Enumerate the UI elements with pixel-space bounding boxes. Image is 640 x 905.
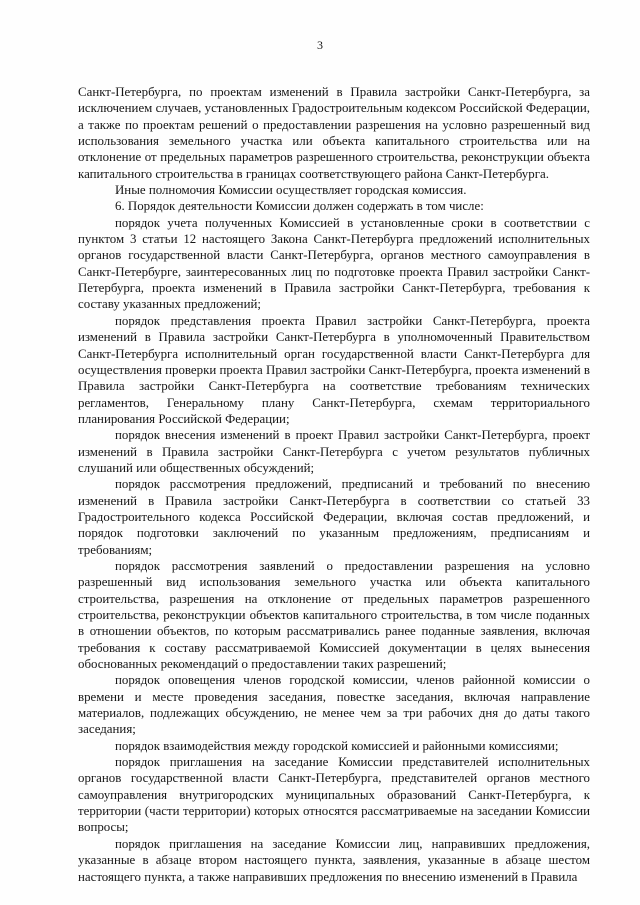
paragraph: 6. Порядок деятельности Комиссии должен содержать в том числе:	[115, 199, 484, 214]
paragraph: порядок приглашения на заседание Комиссии лиц, направивших предложения, указанные в абзаце втором настоящего пункта, заявления, указанные в абзаце шестом настоящего пункта, а также направивших предложения по внесению изменений в Правила	[78, 836, 590, 884]
document-body	[78, 84, 590, 885]
paragraph: порядок рассмотрения заявлений о предоставлении разрешения на условно разрешенный вид использования земельного участка или объекта капитального строительства, разрешения на отклонение от предельных параметров разрешенного строительства, реконструкции объектов капитального строительства, в том числе поданных в отношении объектов, по которым рассматривались ранее поданные заявления, включая требования к составу рассматриваемой Комиссией документации в целях вынесения обоснованных рекомендаций о предоставлении таких разрешений;	[78, 558, 590, 672]
paragraph: Иные полномочия Комиссии осуществляет городская комиссия.	[115, 183, 467, 198]
paragraph: порядок взаимодействия между городской комиссией и районными комиссиями;	[115, 738, 559, 753]
paragraph: Санкт-Петербурга, по проектам изменений в Правила застройки Санкт-Петербурга, за исключением случаев, установленных Градостроительным кодексом Российской Федерации, а также по проектам решений о предоставлении разрешения на условно разрешенный вид использования земельного участка или объекта капитального строительства или на отклонение от предельных параметров разрешенного строительства, реконструкции объекта капитального строительства в границах соответствующего района Санкт-Петербурга.	[78, 85, 590, 181]
paragraph: порядок приглашения на заседание Комиссии представителей исполнительных органов государственной власти Санкт-Петербурга, представителей органов местного самоуправления внутригородских муниципальных образований Санкт-Петербурга, к территории (части территории) которых относятся рассматриваемые на заседании Комиссии вопросы;	[78, 755, 590, 835]
paragraph: порядок оповещения членов городской комиссии, членов районной комиссии о времени и месте проведения заседания, повестке заседания, включая направление материалов, подлежащих обсуждению, не менее чем за три рабочих дня до даты такого заседания;	[78, 673, 590, 737]
page-number: 3	[317, 38, 323, 52]
paragraph: порядок представления проекта Правил застройки Санкт-Петербурга, проекта изменений в Правила застройки Санкт-Петербурга в уполномоченный Правительством Санкт-Петербурга исполнительный орган государственной власти Санкт-Петербурга для осуществления проверки проекта Правил застройки Санкт-Петербурга, проекта изменений в Правила застройки Санкт-Петербурга на соответствие требованиям технических регламентов, Генеральному плану Санкт-Петербурга, схемам территориального планирования Российской Федерации;	[78, 313, 590, 426]
paragraph: порядок рассмотрения предложений, предписаний и требований по внесению изменений в Правила застройки Санкт-Петербурга в соответствии со статьей 33 Градостроительного кодекса Российской Федерации, включая состав предложений, и порядок подготовки заключений по указанным предложениям, предписаниям и требованиям;	[78, 477, 590, 557]
paragraph: порядок учета полученных Комиссией в установленные сроки в соответствии с пунктом 3 статьи 12 настоящего Закона Санкт-Петербурга предложений исполнительных органов государственной власти Санкт-Петербурга, органов местного самоуправления в Санкт-Петербурге, заинтересованных лиц по подготовке проекта Правил застройки Санкт-Петербурга, проекта изменений в Правила застройки Санкт-Петербурга, требования к составу указанных предложений;	[78, 215, 590, 312]
paragraph: порядок внесения изменений в проект Правил застройки Санкт-Петербурга, проект изменений в Правила застройки Санкт-Петербурга с учетом результатов публичных слушаний или общественных обсуждений;	[78, 428, 590, 475]
